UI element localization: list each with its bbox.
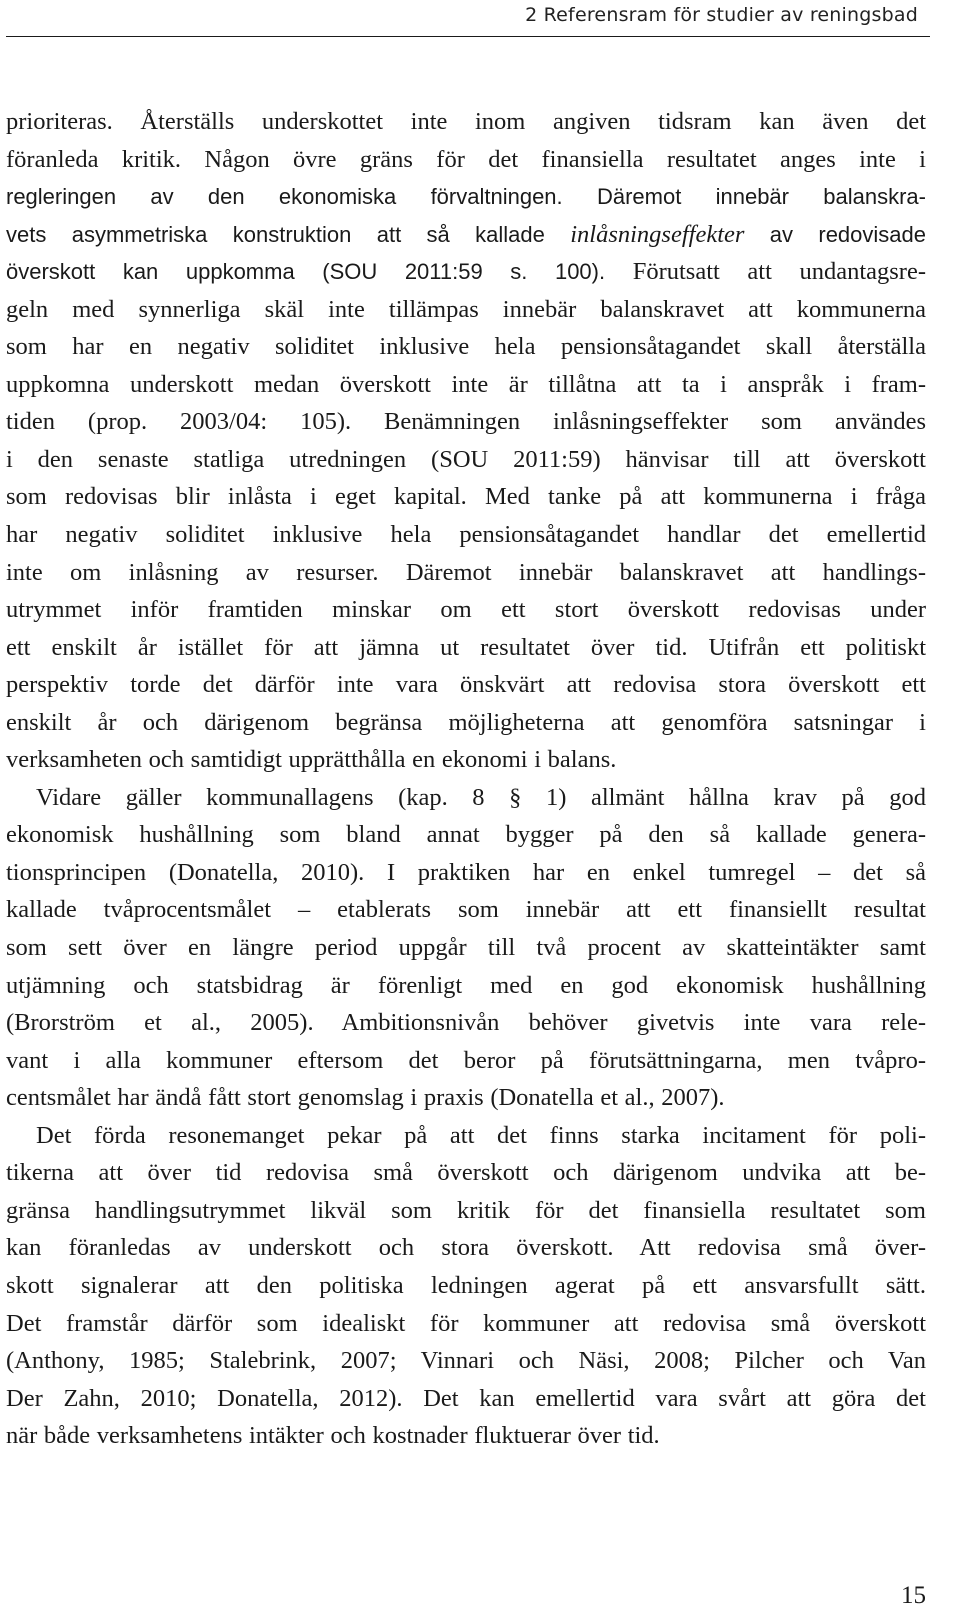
running-header [6,0,930,37]
text-line: kan föranledas av underskott och stora överskott. Att redovisa små över- [6,1234,926,1262]
text-line: prioriteras. Återställs underskottet inte inom angiven tidsram kan även det [6,108,926,135]
text-line: föranleda kritik. Någon övre gräns för det finansiella resultatet anges inte i [6,145,926,173]
text-line: tikerna att över tid redovisa små överskott och därigenom undvika att be- [6,1159,926,1187]
text-line: uppkomna underskott medan överskott inte är tillåtna att ta i anspråk i fram- [6,370,926,398]
text-line: (Brorström et al., 2005). Ambitionsnivån behöver givetvis inte vara rele- [6,1009,926,1037]
text-line: när både verksamhetens intäkter och kostnader fluktuerar över tid. [6,1422,660,1450]
text-run: överskott kan uppkomma (SOU 2011:59 s. 100). [6,259,606,285]
body-text [6,103,926,1455]
paragraph-3 [6,1117,926,1455]
text-line: tiden (prop. 2003/04: 105). Benämningen inlåsningseffekter som användes [6,408,926,436]
text-run: Förutsatt att undantagsre- [605,258,926,286]
text-line: Det förda resonemanget pekar på att det finns starka incitament för poli- [36,1121,926,1149]
text-line: utrymmet inför framtiden minskar om ett stort överskott redovisas under [6,596,926,624]
paragraph-1 [6,103,926,779]
text-line: geln med synnerliga skäl inte tillämpas innebär balanskravet att kommunerna [6,295,926,323]
page-number: 15 [901,1582,926,1609]
italic-term: inlåsningseffekter [570,220,745,248]
text-run: av redovisade [744,221,926,247]
text-line: Vidare gäller kommunallagens (kap. 8 § 1) allmänt hållna krav på god [36,783,926,811]
text-line: Det framstår därför som idealiskt för kommuner att redovisa små överskott [6,1309,926,1337]
text-run: vets asymmetriska konstruktion att så kallade [6,221,571,247]
paragraph-2 [6,779,926,1117]
text-line: som har en negativ soliditet inklusive hela pensionsåtagandet skall återställa [6,333,926,361]
text-line: centsmålet har ändå fått stort genomslag i praxis (Donatella et al., 2007). [6,1084,725,1112]
text-line [6,253,926,291]
text-line: i den senaste statliga utredningen (SOU 2011:59) hänvisar till att överskott [6,445,926,473]
text-line: tionsprincipen (Donatella, 2010). I praktiken har en enkel tumregel – det så [6,858,926,886]
text-line: utjämning och statsbidrag är förenligt med en god ekonomisk hushållning [6,971,926,999]
text-line: enskilt år och därigenom begränsa möjligheterna att genomföra satsningar i [6,708,926,736]
chapter-title: 2 Referensram för studier av reningsbad [525,4,918,26]
text-line: har negativ soliditet inklusive hela pensionsåtagandet handlar det emellertid [6,521,926,549]
text-line: ett enskilt år istället för att jämna ut resultatet över tid. Utifrån ett politiskt [6,633,926,661]
text-line: som sett över en längre period uppgår till två procent av skatteintäkter samt [6,934,926,962]
text-line: ekonomisk hushållning som bland annat bygger på den så kallade genera- [6,821,926,849]
text-line: som redovisas blir inlåsta i eget kapital. Med tanke på att kommunerna i fråga [6,483,926,511]
text-line: inte om inlåsning av resurser. Däremot innebär balanskravet att handlings- [6,558,926,586]
text-line: gränsa handlingsutrymmet likväl som kritik för det finansiella resultatet som [6,1196,926,1224]
text-line: perspektiv torde det därför inte vara önskvärt att redovisa stora överskott ett [6,671,926,699]
text-line: regleringen av den ekonomiska förvaltningen. Däremot innebär balanskra- [6,184,926,210]
text-line: Der Zahn, 2010; Donatella, 2012). Det kan emellertid vara svårt att göra det [6,1384,926,1412]
text-line: kallade tvåprocentsmålet – etablerats som innebär att ett finansiellt resultat [6,896,926,924]
text-line: (Anthony, 1985; Stalebrink, 2007; Vinnari och Näsi, 2008; Pilcher och Van [6,1347,926,1375]
text-line [6,216,926,254]
text-line: vant i alla kommuner eftersom det beror på förutsättningarna, men tvåpro- [6,1046,926,1074]
text-line: skott signalerar att den politiska ledningen agerat på ett ansvarsfullt sätt. [6,1271,926,1299]
text-line: verksamheten och samtidigt upprätthålla en ekonomi i balans. [6,746,617,774]
